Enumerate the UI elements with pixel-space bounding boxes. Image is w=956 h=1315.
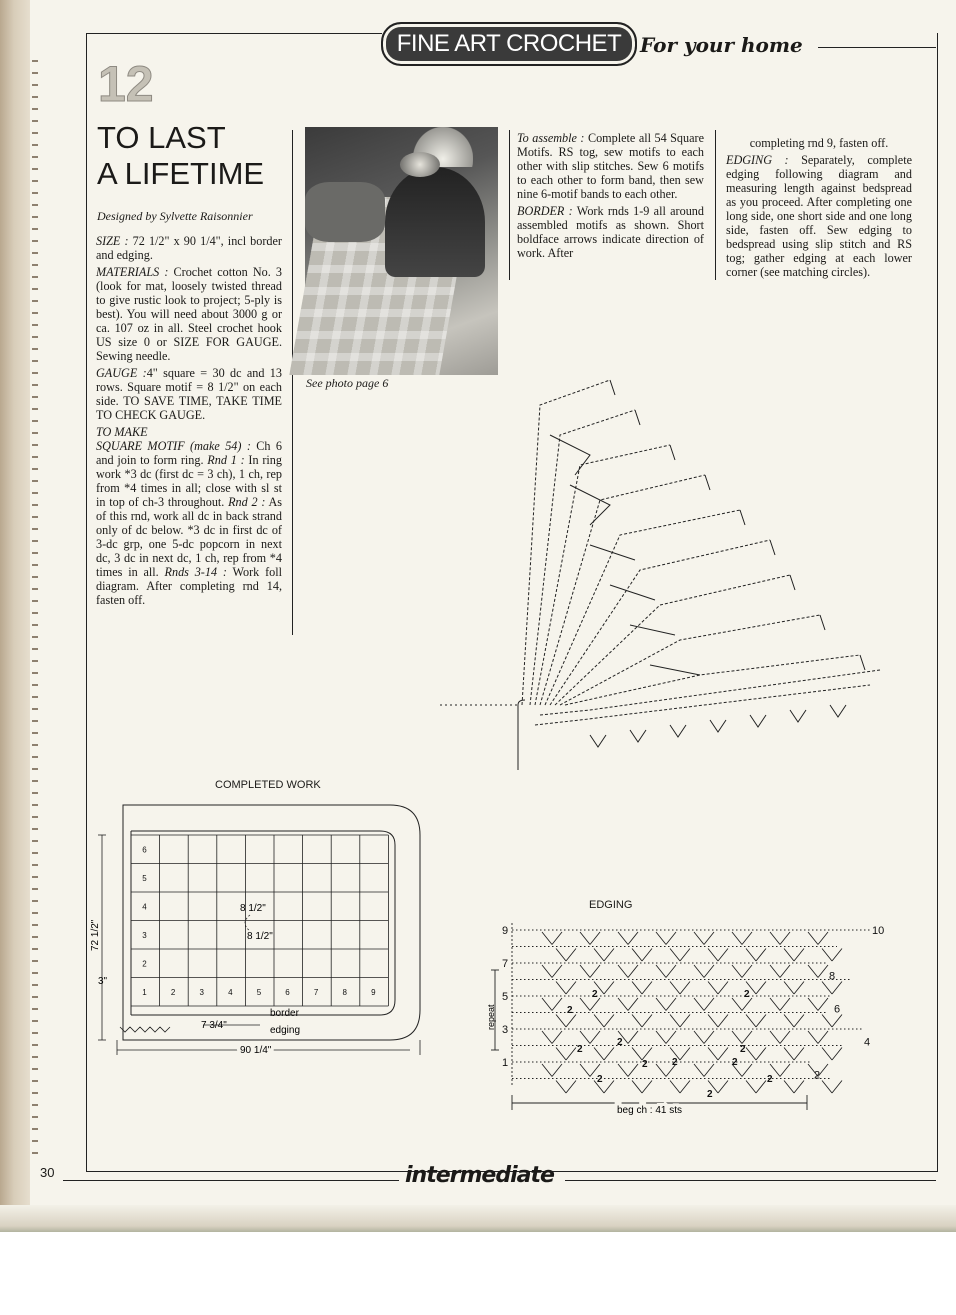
photo-pillow bbox=[305, 182, 385, 242]
edging-fan bbox=[808, 998, 828, 1011]
popcorn-mark: 2 bbox=[767, 1074, 773, 1085]
photo-flowers bbox=[400, 152, 440, 177]
title-line-1: TO LAST bbox=[97, 120, 226, 155]
edging-fan bbox=[746, 1015, 766, 1028]
motif-col-number: 5 bbox=[256, 987, 262, 997]
motif-col-number: 9 bbox=[371, 987, 376, 997]
size-paragraph bbox=[96, 234, 282, 262]
title-line-2: A LIFETIME bbox=[97, 156, 265, 191]
motif-col-number: 2 bbox=[170, 987, 176, 997]
edging-label: EDGING : bbox=[726, 153, 789, 167]
diagram-round-1 bbox=[522, 380, 610, 705]
edging-row-number-left: 3 bbox=[502, 1024, 509, 1036]
rnd2-label: Rnd 2 : bbox=[228, 495, 266, 509]
popcorn-mark: 2 bbox=[617, 1037, 623, 1048]
edging-fan bbox=[656, 965, 676, 978]
motif-col-number: 3 bbox=[199, 987, 204, 997]
edging-fan bbox=[632, 1081, 652, 1094]
continued-text: completing rnd 9, fasten off. bbox=[749, 136, 889, 150]
assemble-paragraph bbox=[517, 131, 704, 201]
rnds-label: Rnds 3-14 : bbox=[164, 565, 227, 579]
gauge-text: 4" square = 30 dc and 13 rows. Square motif = 8 1/2" on each side. TO SAVE TIME, TAKE TIME TO CHECK GAUGE. bbox=[96, 366, 282, 422]
scan-margin bbox=[0, 1232, 956, 1315]
column-rule bbox=[509, 130, 510, 280]
edging-fan bbox=[822, 1015, 842, 1028]
edging-fan bbox=[556, 1015, 576, 1028]
motif-label: SQUARE MOTIF (make 54) : bbox=[96, 439, 251, 453]
edging-fan bbox=[618, 998, 638, 1011]
motif-text: Ch 6 and join to form ring. bbox=[96, 439, 282, 467]
gauge-paragraph bbox=[96, 366, 282, 422]
motif-size-label-a: 8 1/2" bbox=[240, 903, 266, 914]
materials-label: MATERIALS : bbox=[96, 265, 169, 279]
tomake-label: TO MAKE bbox=[96, 425, 148, 439]
edging-fan bbox=[542, 998, 562, 1011]
motif-col-number: 4 bbox=[228, 987, 233, 997]
edging-fan bbox=[808, 965, 828, 978]
size-label: SIZE : bbox=[96, 234, 129, 248]
edging-diagram bbox=[482, 915, 885, 1120]
edging-fan bbox=[784, 1048, 804, 1061]
rnds-text: Work foll diagram. After completing rnd 14, fasten off. bbox=[96, 565, 283, 607]
edging-fan bbox=[542, 965, 562, 978]
popcorn-mark: 2 bbox=[707, 1089, 713, 1100]
footer-rule-right bbox=[565, 1180, 936, 1181]
popcorn-mark: 2 bbox=[597, 1074, 603, 1085]
popcorn-mark: 2 bbox=[732, 1057, 738, 1068]
edging-fan bbox=[542, 932, 562, 945]
edging-fan bbox=[670, 1015, 690, 1028]
rnd1-label: Rnd 1 : bbox=[207, 453, 245, 467]
beg-chain-label: beg ch : 41 sts bbox=[617, 1105, 683, 1116]
edging-fan bbox=[618, 965, 638, 978]
edging-fan bbox=[784, 1015, 804, 1028]
edging-fan bbox=[694, 1064, 714, 1077]
edging-fan bbox=[556, 949, 576, 962]
edging-fan bbox=[670, 1081, 690, 1094]
edging-fan bbox=[594, 1048, 614, 1061]
edging-fan bbox=[746, 1081, 766, 1094]
repeat-label: repeat bbox=[486, 1004, 496, 1030]
edging-fan bbox=[770, 1031, 790, 1044]
edging-row-number-right: 4 bbox=[864, 1036, 871, 1049]
edging-fan bbox=[708, 1048, 728, 1061]
rnd1-text: In ring work *3 dc (first dc = 3 ch), 1 ch, rep from *4 times in all; close with sl st in top of ch-3 throughout. bbox=[96, 453, 282, 509]
edging-fan bbox=[784, 982, 804, 995]
size-text: 72 1/2" x 90 1/4", incl border and edging. bbox=[96, 234, 282, 262]
motif-row-number: 6 bbox=[142, 845, 147, 855]
instructions-column-1 bbox=[96, 234, 282, 610]
edging-fan bbox=[822, 1081, 842, 1094]
motif-numbers bbox=[142, 845, 376, 997]
motif-row-number: 3 bbox=[142, 930, 147, 940]
edging-fan bbox=[580, 1031, 600, 1044]
edging-fan bbox=[732, 1031, 752, 1044]
edge-height-label: 3" bbox=[98, 976, 108, 987]
edging-fan bbox=[556, 1081, 576, 1094]
edging-label: edging bbox=[270, 1025, 301, 1036]
edging-fan bbox=[632, 1015, 652, 1028]
edging-fan bbox=[770, 998, 790, 1011]
edging-fan bbox=[808, 1031, 828, 1044]
popcorn-mark: 2 bbox=[744, 989, 750, 1000]
edging-fan bbox=[822, 982, 842, 995]
edging-zigzag bbox=[120, 1027, 170, 1032]
edging-fan bbox=[618, 1064, 638, 1077]
edging-fan bbox=[770, 1064, 790, 1077]
border-paragraph bbox=[517, 204, 704, 260]
corner-start-stitches bbox=[518, 700, 525, 770]
section-banner bbox=[381, 22, 637, 66]
edging-fan bbox=[746, 1048, 766, 1061]
edging-text: Separately, complete edging following diagram and measuring length against bedspread as you proceed. After completing one long side, one short side and one long side, fasten off. Sew edging to bedspread using slip stitch and RS tog; gather edging at each lower corner (see matching circles). bbox=[726, 153, 912, 279]
photo-nightstand bbox=[385, 167, 485, 277]
popcorn-mark: 2 bbox=[577, 1044, 583, 1055]
motif-col-number: 1 bbox=[142, 987, 147, 997]
edging-row-number-right: 8 bbox=[829, 970, 836, 983]
edging-row-number-left: 1 bbox=[502, 1057, 509, 1069]
edging-outline bbox=[123, 805, 420, 1040]
edging-fan bbox=[542, 1064, 562, 1077]
edging-fan bbox=[670, 982, 690, 995]
edging-fan bbox=[694, 965, 714, 978]
edging-fan bbox=[732, 932, 752, 945]
footer-rule-left bbox=[63, 1180, 399, 1181]
header-tagline: For your home bbox=[640, 33, 803, 57]
gauge-label: GAUGE : bbox=[96, 366, 147, 380]
assemble-text: Complete all 54 Square Motifs. RS tog, sew motifs to each other with slip stitches. Sew 6 motifs to each other to form band, then sew nine 6-motif bands to each other. bbox=[517, 131, 704, 201]
assemble-label: To assemble : bbox=[517, 131, 585, 145]
photo-caption: See photo page 6 bbox=[306, 376, 389, 390]
edging-fan bbox=[618, 932, 638, 945]
motif-grid bbox=[131, 835, 388, 1006]
motif-paragraph bbox=[96, 425, 282, 607]
column-rule bbox=[292, 130, 293, 635]
frame-top-rule bbox=[86, 33, 382, 34]
edging-fan bbox=[542, 1031, 562, 1044]
edging-fan bbox=[694, 998, 714, 1011]
edging-fan bbox=[808, 932, 828, 945]
edging-row-number-right: 6 bbox=[834, 1003, 841, 1016]
edging-fan bbox=[708, 949, 728, 962]
edging-fan bbox=[784, 1081, 804, 1094]
border-text: Work rnds 1-9 all around assembled motifs as shown. Short boldface arrows indicate direction of work. After bbox=[517, 204, 704, 260]
instructions-column-4 bbox=[726, 136, 912, 282]
edging-row-number-left: 7 bbox=[502, 958, 509, 970]
frame-top-rule-right bbox=[818, 47, 936, 48]
edging-fan bbox=[770, 932, 790, 945]
completed-work-title: COMPLETED WORK bbox=[215, 779, 321, 791]
edging-fan bbox=[708, 1015, 728, 1028]
motif-col-number: 7 bbox=[313, 987, 319, 997]
materials-paragraph bbox=[96, 265, 282, 363]
motif-size-label-b: 8 1/2" bbox=[247, 931, 273, 942]
edging-fan bbox=[694, 932, 714, 945]
designer-credit: Designed by Sylvette Raisonnier bbox=[97, 209, 253, 223]
edging-fan bbox=[732, 965, 752, 978]
pattern-number: 12 bbox=[98, 56, 154, 112]
edging-fan bbox=[656, 1031, 676, 1044]
edging-fan bbox=[632, 982, 652, 995]
height-label: 72 1/2" bbox=[90, 919, 101, 951]
popcorn-mark: 2 bbox=[567, 1005, 573, 1016]
motif-row-number: 2 bbox=[142, 959, 147, 969]
edging-fan bbox=[594, 1015, 614, 1028]
edging-row-number-right: 2 bbox=[814, 1069, 821, 1082]
materials-text: Crochet cotton No. 3 (look for mat, loosely twisted thread to give rustic look to project; 5-ply is best). You will need about 3000 g or ca. 107 oz in all. Steel crochet hook US size 0 or SIZE FOR GAUGE. Sewing needle. bbox=[96, 265, 282, 363]
edging-fan bbox=[770, 965, 790, 978]
border-corner-diagram bbox=[440, 375, 890, 775]
edging-fan bbox=[656, 932, 676, 945]
popcorn-mark: 2 bbox=[672, 1057, 678, 1068]
completed-work-diagram bbox=[90, 795, 440, 1070]
instructions-column-3 bbox=[517, 131, 704, 263]
motif-row-number: 4 bbox=[142, 902, 147, 912]
bedspread-photo bbox=[305, 127, 498, 375]
skill-level: intermediate bbox=[405, 1163, 554, 1188]
popcorn-mark: 2 bbox=[740, 1044, 746, 1055]
edging-fan bbox=[556, 1048, 576, 1061]
pattern-title bbox=[97, 120, 264, 192]
page-number: 30 bbox=[40, 1165, 55, 1180]
motif-col-number: 8 bbox=[342, 987, 347, 997]
popcorn-mark: 2 bbox=[642, 1059, 648, 1070]
column-rule bbox=[715, 130, 716, 280]
edging-fan bbox=[822, 949, 842, 962]
binding-stitches bbox=[32, 60, 38, 1160]
edging-fan bbox=[580, 965, 600, 978]
edging-title: EDGING bbox=[589, 899, 633, 911]
motif-row-number: 5 bbox=[142, 873, 147, 883]
edging-row-number-left: 9 bbox=[502, 925, 509, 937]
edging-fan bbox=[556, 982, 576, 995]
edging-fan bbox=[708, 982, 728, 995]
edging-fan bbox=[746, 949, 766, 962]
edging-fan bbox=[822, 1048, 842, 1061]
edging-fan bbox=[784, 949, 804, 962]
edging-fan bbox=[594, 949, 614, 962]
edging-fan bbox=[580, 932, 600, 945]
border-label: BORDER : bbox=[517, 204, 573, 218]
edging-fan bbox=[670, 949, 690, 962]
edging-fan bbox=[656, 998, 676, 1011]
edging-row-number-right: 10 bbox=[872, 925, 885, 937]
section-title: FINE ART CROCHET bbox=[396, 30, 622, 57]
edging-fan bbox=[632, 949, 652, 962]
width-label: 90 1/4" bbox=[240, 1045, 272, 1056]
border-label: border bbox=[270, 1008, 299, 1019]
motif-col-number: 6 bbox=[285, 987, 290, 997]
edging-row-number-left: 5 bbox=[502, 991, 509, 1003]
edging-paragraph bbox=[726, 153, 912, 279]
edging-fan bbox=[694, 1031, 714, 1044]
edge-width-label: 7 3/4" bbox=[201, 1020, 227, 1031]
popcorn-mark: 2 bbox=[592, 989, 598, 1000]
rnd2-text: As of this rnd, work all dc in back strand only of dc below. *3 dc in first dc of 3-dc grp, one 5-dc popcorn in next dc, 3 dc in next dc, 1 ch, rep from *4 times in all. bbox=[96, 495, 282, 579]
